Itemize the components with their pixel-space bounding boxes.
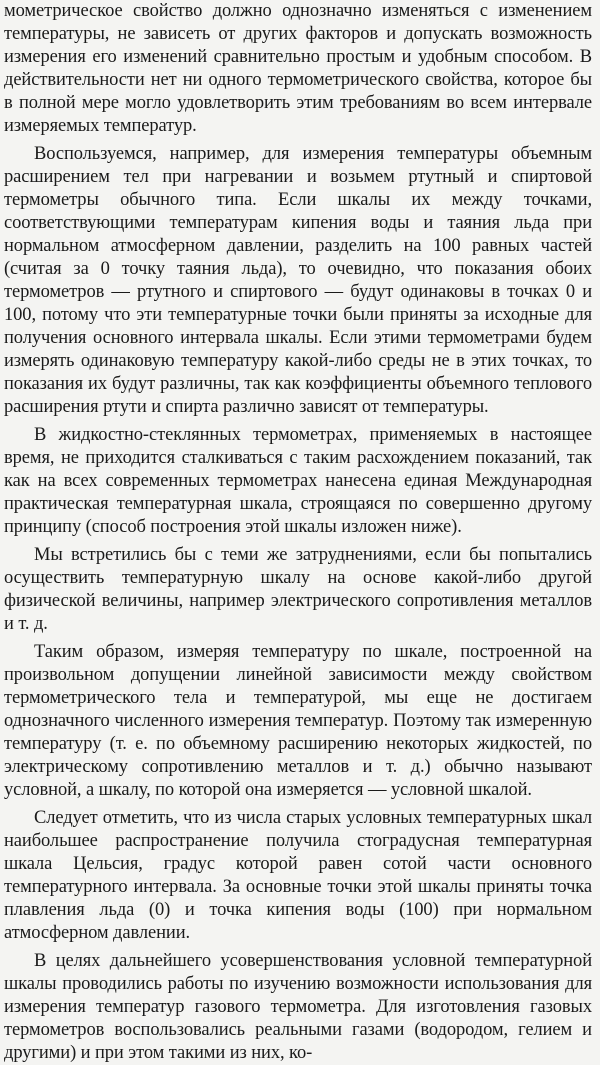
- paragraph-1: мометрическое свойство должно однозначно изменяться с изменением температуры, не зависеть от других факторов и допускать возможность измерения его изменений сравнительно простым и удобным способом. В действительности нет ни одного термометрического свойства, которое бы в полной мере могло удовлетворить этим требованиям во всем интервале измеряемых температур.: [4, 1, 592, 136]
- paragraph-6: Следует отметить, что из числа старых условных температурных шкал наибольшее распространение получила стоградусная температурная шкала Цельсия, градус которой равен сотой части основного температурного интервала. За основные точки этой шкалы приняты точка плавления льда (0) и точка кипения воды (100) при нормальном атмосферном давлении.: [4, 808, 592, 943]
- paragraph-4: Мы встретились бы с теми же затруднениями, если бы попытались осуществить температурную шкалу на основе какой-либо другой физической величины, например электрического сопротивления металлов и т. д.: [4, 545, 592, 634]
- paragraph-3: В жидкостно-стеклянных термометрах, применяемых в настоящее время, не приходится сталкиваться с таким расхождением показаний, так как на всех современных термометрах нанесена единая Международная практическая температурная шкала, строящаяся по совершенно другому принципу (способ построения этой шкалы изложен ниже).: [4, 425, 592, 537]
- paragraph-2: Воспользуемся, например, для измерения температуры объемным расширением тел при нагревании и возьмем ртутный и спиртовой термометры обычного типа. Если шкалы их между точками, соответствующими температурам кипения воды и таяния льда при нормальном атмосферном давлении, разделить на 100 равных частей (считая за 0 точку таяния льда), то очевидно, что показания обоих термометров — ртутного и спиртового — будут одинаковы в точках 0 и 100, потому что эти температурные точки были приняты за исходные для получения основного интервала шкалы. Если этими термометрами будем измерять одинаковую температуру какой-либо среды не в этих точках, то показания их будут различны, так как коэффициенты объемного теплового расширения ртути и спирта различно зависят от температуры.: [4, 144, 592, 417]
- paragraph-7: В целях дальнейшего усовершенствования условной температурной шкалы проводились работы по изучению возможности использования для измерения температур газового термометра. Для изготовления газовых термометров воспользовались реальными газами (водородом, гелием и другими) и при этом такими из них, ко-: [4, 951, 592, 1063]
- paragraph-5: Таким образом, измеряя температуру по шкале, построенной на произвольном допущении линейной зависимости между свойством термометрического тела и температурой, мы еще не достигаем однозначного численного измерения температур. Поэтому так измеренную температуру (т. е. по объемному расширению некоторых жидкостей, по электрическому сопротивлению металлов и т. д.) обычно называют условной, а шкалу, по которой она измеряется — условной шкалой.: [4, 642, 592, 800]
- document-page: [4, 0, 592, 1065]
